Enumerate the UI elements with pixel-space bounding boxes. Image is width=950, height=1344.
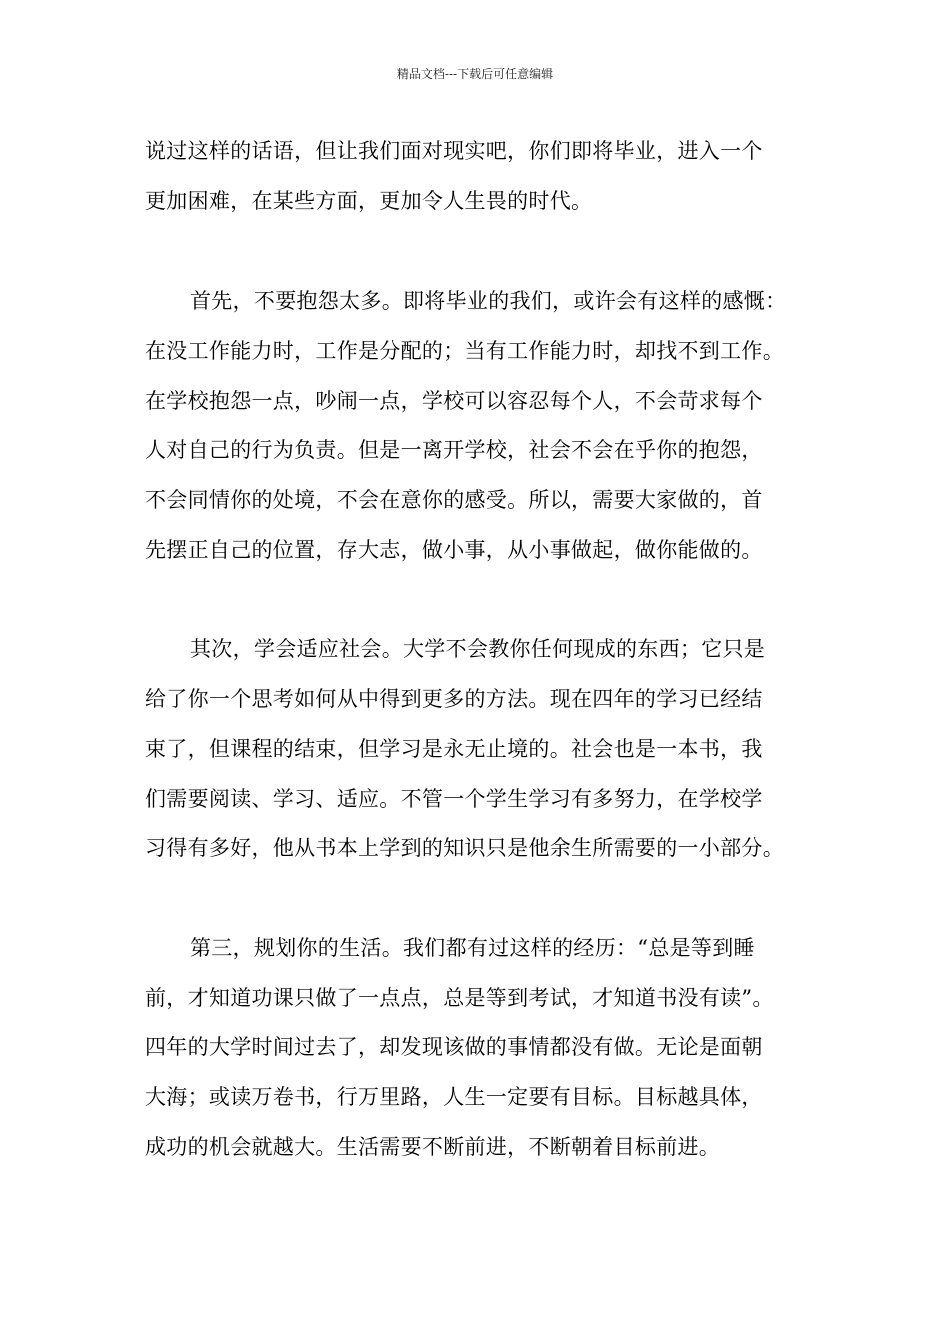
paragraph-line: 们需要阅读、学习、适应。不管一个学生学习有多努力，在学校学 (145, 787, 763, 811)
paragraph-line: 习得有多好，他从书本上学到的知识只是他余生所需要的一小部分。 (145, 836, 784, 860)
paragraph-line: 四年的大学时间过去了，却发现该做的事情都没有做。无论是面朝 (145, 1035, 763, 1059)
paragraph-line: 大海；或读万卷书，行万里路，人生一定要有目标。目标越具体， (145, 1085, 763, 1109)
paragraph-line: 束了，但课程的结束，但学习是永无止境的。社会也是一本书，我 (145, 737, 763, 761)
paragraph-line: 不会同情你的处境，不会在意你的感受。所以，需要大家做的，首 (145, 488, 763, 512)
paragraph-line: 在学校抱怨一点，吵闹一点，学校可以容忍每个人，不会苛求每个 (145, 389, 763, 413)
paragraph-line: 第三，规划你的生活。我们都有过这样的经历：“总是等到睡 (190, 936, 755, 960)
paragraph-line: 在没工作能力时，工作是分配的；当有工作能力时，却找不到工作。 (145, 339, 784, 363)
paragraph-line: 成功的机会就越大。生活需要不断前进，不断朝着目标前进。 (145, 1135, 721, 1159)
paragraph-line: 说过这样的话语，但让我们面对现实吧，你们即将毕业，进入一个 (145, 139, 763, 163)
paragraph-line: 首先，不要抱怨太多。即将毕业的我们，或许会有这样的感慨： (190, 289, 787, 313)
paragraph-line: 其次，学会适应社会。大学不会教你任何现成的东西；它只是 (190, 637, 766, 661)
paragraph-line: 给了你一个思考如何从中得到更多的方法。现在四年的学习已经结 (145, 687, 763, 711)
paragraph-line: 前，才知道功课只做了一点点，总是等到考试，才知道书没有读”。 (145, 986, 774, 1010)
page-header: 精品文档---下载后可任意编辑 (396, 67, 554, 81)
paragraph-line: 人对自己的行为负责。但是一离开学校，社会不会在乎你的抱怨， (145, 438, 763, 462)
paragraph-line: 更加困难，在某些方面，更加令人生畏的时代。 (145, 189, 593, 213)
paragraph-line: 先摆正自己的位置，存大志，做小事，从小事做起，做你能做的。 (145, 538, 763, 562)
